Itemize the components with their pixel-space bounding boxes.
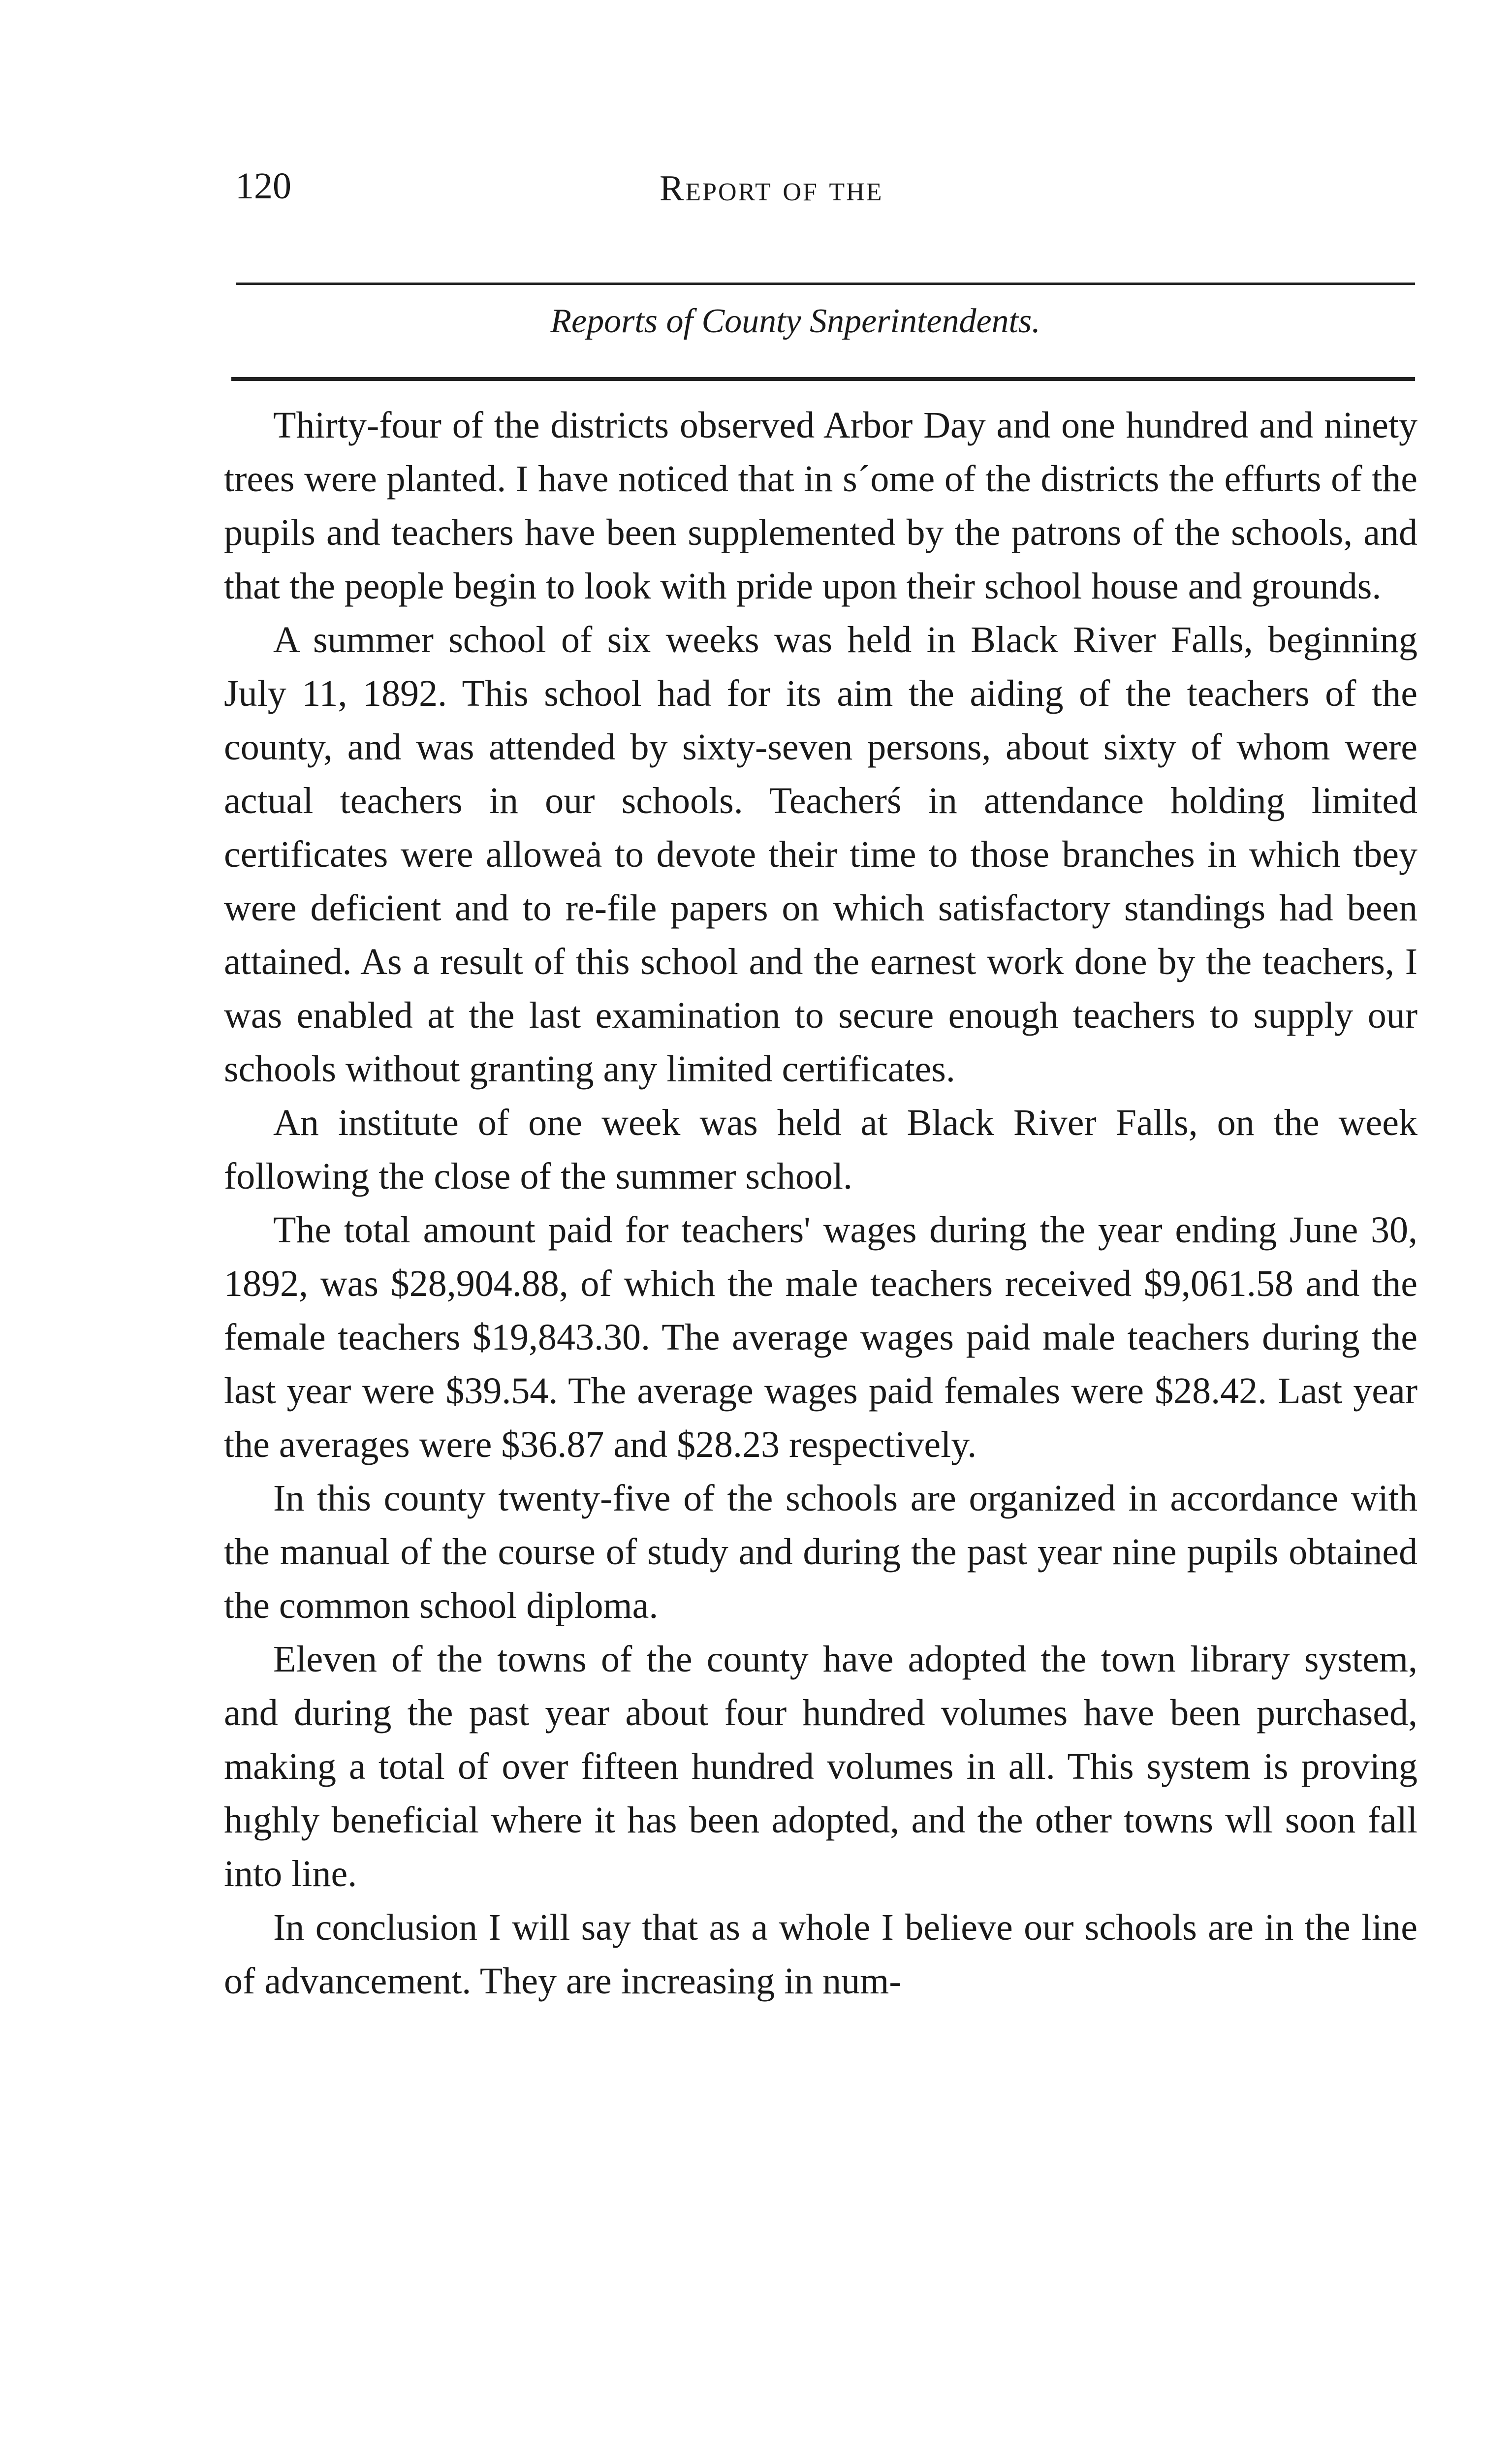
section-title: Reports of County Snperintendents. — [550, 302, 1040, 340]
running-head: Report of the — [660, 168, 883, 209]
paragraph-conclusion: In conclusion I will say that as a whole I believe our schools are in the line of advancement. They are increasing in num- — [224, 1907, 1418, 2002]
paragraph-arbor-day: Thirty-four of the districts observed Arbor Day and one hundred and ninety trees were planted. I have noticed that in sˊome of the districts the effurts of the pupils and teachers have been supplemented by the patrons of the schools, and that the people begin to look with pride upon their school house and grounds. — [224, 405, 1418, 607]
body-text — [224, 399, 1418, 2008]
page-number: 120 — [235, 165, 291, 207]
paragraph-wages: The total amount paid for teachers' wages during the year ending June 30, 1892, was $28,904.88, of which the male teachers received $9,061.58 and the female teachers $19,843.30. The average wages paid male teachers during the last year were $39.54. The average wages paid females were $28.42. Last year the averages were $36.87 and $28.23 respectively. — [224, 1209, 1418, 1465]
paragraph-institute: An institute of one week was held at Black River Falls, on the week following the close of the summer school. — [224, 1102, 1418, 1197]
paragraph-summer-school: A summer school of six weeks was held in Black River Falls, beginning July 11, 1892. This school had for its aim the aiding of the teachers of the county, and was attended by sixty-seven persons, about sixty of whom were actual teachers in our schools. Teacherś in attendance holding limited certificates were alloweȧ to devote their time to those branches in which tbey were deficient and to re-file papers on which satisfactory standings had been attained. As a result of this school and the earnest work done by the teachers, I was enabled at the last examination to secure enough teachers to supply our schools without granting any limited certificates. — [224, 619, 1418, 1090]
paragraph-library: Eleven of the towns of the county have adopted the town library system, and during the past year about four hundred volumes have been purchased, making a total of over fifteen hundred volumes in all. This system is proving hıghly beneficial where it has been adopted, and the other towns wll soon fall into line. — [224, 1639, 1418, 1894]
header-rule-top — [236, 283, 1415, 285]
paragraph-course-of-study: In this county twenty-five of the schools are organized in accordance with the manual of the course of study and during the past year nine pupils obtained the common school diploma. — [224, 1478, 1418, 1626]
header-rule-bottom — [231, 377, 1415, 381]
